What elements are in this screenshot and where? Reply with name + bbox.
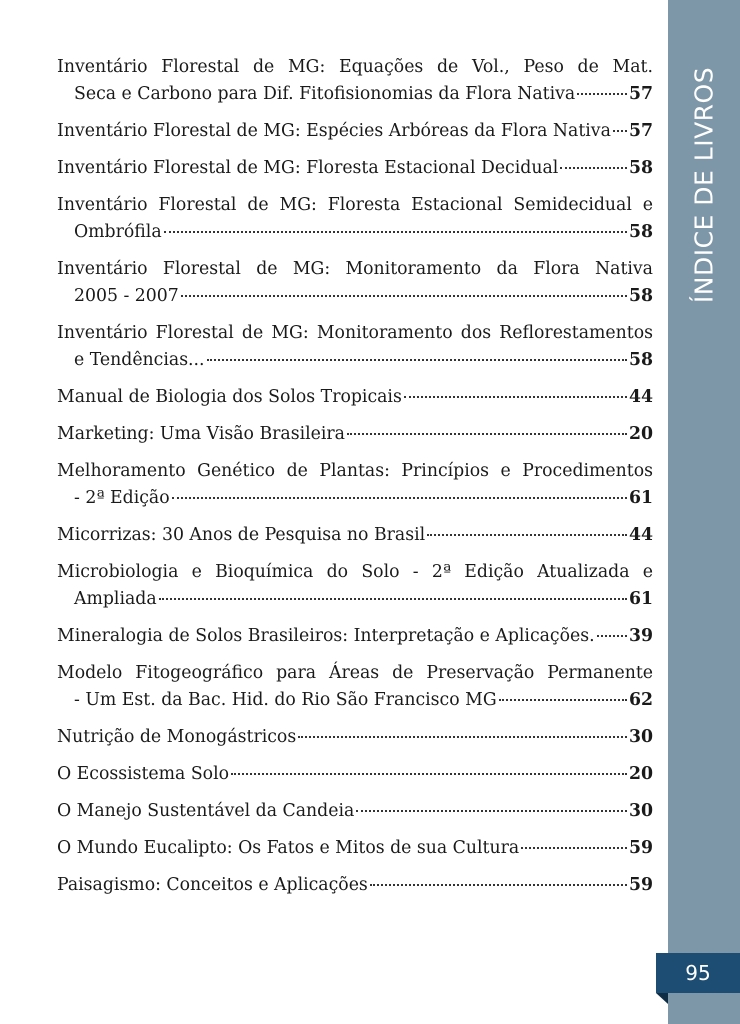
entry-line: [57, 155, 653, 182]
index-entry: [57, 256, 653, 310]
entry-line: [57, 687, 653, 714]
entry-title: e Tendências...: [74, 350, 205, 370]
index-entry: [57, 798, 653, 825]
entry-line: [57, 347, 653, 374]
entry-title-line: Inventário Florestal de MG: Monitoramento da Flora Nativa: [57, 259, 653, 279]
dot-leader: [577, 93, 627, 95]
entry-page-number: 61: [628, 488, 653, 508]
entry-title: O Ecossistema Solo: [57, 764, 230, 784]
entry-page-number: 20: [628, 764, 653, 784]
entry-page-number: 58: [628, 286, 653, 306]
index-entry: [57, 421, 653, 448]
entry-line: [57, 384, 653, 411]
entry-title-line: Microbiologia e Bioquímica do Solo - 2ª Edição Atualizada e: [57, 562, 653, 582]
entry-page-number: 30: [628, 801, 653, 821]
entry-page-number: 59: [628, 838, 653, 858]
entry-line: [57, 283, 653, 310]
index-entry: [57, 118, 653, 145]
index-entry: [57, 559, 653, 613]
entry-title-line: Inventário Florestal de MG: Floresta Estacional Semidecidual e: [57, 195, 653, 215]
entry-title: - Um Est. da Bac. Hid. do Rio São Francisco MG: [74, 690, 497, 710]
dot-leader: [370, 884, 627, 886]
entry-title: Manual de Biologia dos Solos Tropicais: [57, 387, 402, 407]
entry-line: [57, 623, 653, 650]
dot-leader: [560, 167, 627, 169]
entry-line: [57, 421, 653, 448]
entry-line: [57, 761, 653, 788]
entry-page-number: 58: [628, 158, 653, 178]
entry-page-number: 20: [628, 424, 653, 444]
entry-page-number: 59: [628, 875, 653, 895]
entry-title-line: Inventário Florestal de MG: Equações de Vol., Peso de Mat.: [57, 57, 653, 77]
entry-page-number: 30: [628, 727, 653, 747]
entry-page-number: 39: [628, 626, 653, 646]
entry-line: [57, 835, 653, 862]
entry-title: Ampliada: [74, 589, 157, 609]
entry-line: [57, 118, 653, 145]
index-entry: [57, 623, 653, 650]
index-entry: [57, 320, 653, 374]
index-entry: [57, 155, 653, 182]
index-entry: [57, 835, 653, 862]
index-entry: [57, 192, 653, 246]
entry-title-line: Inventário Florestal de MG: Monitoramento dos Reflorestamentos: [57, 323, 653, 343]
index-entry: [57, 54, 653, 108]
entry-line: [57, 872, 653, 899]
entry-title: O Mundo Eucalipto: Os Fatos e Mitos de sua Cultura: [57, 838, 520, 858]
index-entry: [57, 660, 653, 714]
index-entry: [57, 384, 653, 411]
entry-title: Inventário Florestal de MG: Floresta Estacional Decidual: [57, 158, 559, 178]
entry-title: Micorrizas: 30 Anos de Pesquisa no Brasil: [57, 525, 426, 545]
dot-leader: [172, 497, 627, 499]
dot-leader: [231, 773, 627, 775]
index-list: [57, 54, 653, 909]
entry-title: Mineralogia de Solos Brasileiros: Interpretação e Aplicações.: [57, 626, 595, 646]
dot-leader: [613, 130, 627, 132]
entry-page-number: 44: [628, 525, 653, 545]
dot-leader: [347, 433, 627, 435]
dot-leader: [356, 810, 627, 812]
entry-title: 2005 - 2007: [74, 286, 179, 306]
dot-leader: [521, 847, 627, 849]
entry-title: Marketing: Uma Visão Brasileira: [57, 424, 345, 444]
entry-line: [57, 485, 653, 512]
entry-line: [57, 798, 653, 825]
entry-title-line: Melhoramento Genético de Plantas: Princípios e Procedimentos: [57, 461, 653, 481]
index-entry: [57, 458, 653, 512]
index-entry: [57, 522, 653, 549]
entry-page-number: 57: [628, 121, 653, 141]
entry-title: Nutrição de Monogástricos: [57, 727, 297, 747]
index-entry: [57, 724, 653, 751]
entry-line: [57, 219, 653, 246]
page-number-fold: [656, 993, 668, 1004]
entry-title: O Manejo Sustentável da Candeia: [57, 801, 355, 821]
entry-line: [57, 81, 653, 108]
dot-leader: [499, 699, 627, 701]
entry-page-number: 62: [628, 690, 653, 710]
entry-page-number: 58: [628, 222, 653, 242]
entry-line: [57, 586, 653, 613]
entry-title: Seca e Carbono para Dif. Fitofisionomias da Flora Nativa: [74, 84, 576, 104]
index-entry: [57, 761, 653, 788]
entry-page-number: 58: [628, 350, 653, 370]
dot-leader: [207, 359, 627, 361]
dot-leader: [181, 295, 627, 297]
section-title: ÍNDICE DE LIVROS: [689, 66, 719, 304]
dot-leader: [298, 736, 627, 738]
entry-line: [57, 522, 653, 549]
dot-leader: [404, 396, 627, 398]
entry-title-line: Modelo Fitogeográfico para Áreas de Preservação Permanente: [57, 663, 653, 683]
page-number: 95: [685, 961, 711, 985]
entry-title: Inventário Florestal de MG: Espécies Arbóreas da Flora Nativa: [57, 121, 611, 141]
entry-page-number: 44: [628, 387, 653, 407]
entry-page-number: 57: [628, 84, 653, 104]
entry-title: Paisagismo: Conceitos e Aplicações: [57, 875, 368, 895]
entry-title: Ombrófila: [74, 222, 162, 242]
dot-leader: [597, 635, 627, 637]
entry-page-number: 61: [628, 589, 653, 609]
entry-title: - 2ª Edição: [74, 488, 170, 508]
index-entry: [57, 872, 653, 899]
dot-leader: [164, 231, 627, 233]
dot-leader: [159, 598, 627, 600]
entry-line: [57, 724, 653, 751]
dot-leader: [427, 534, 627, 536]
